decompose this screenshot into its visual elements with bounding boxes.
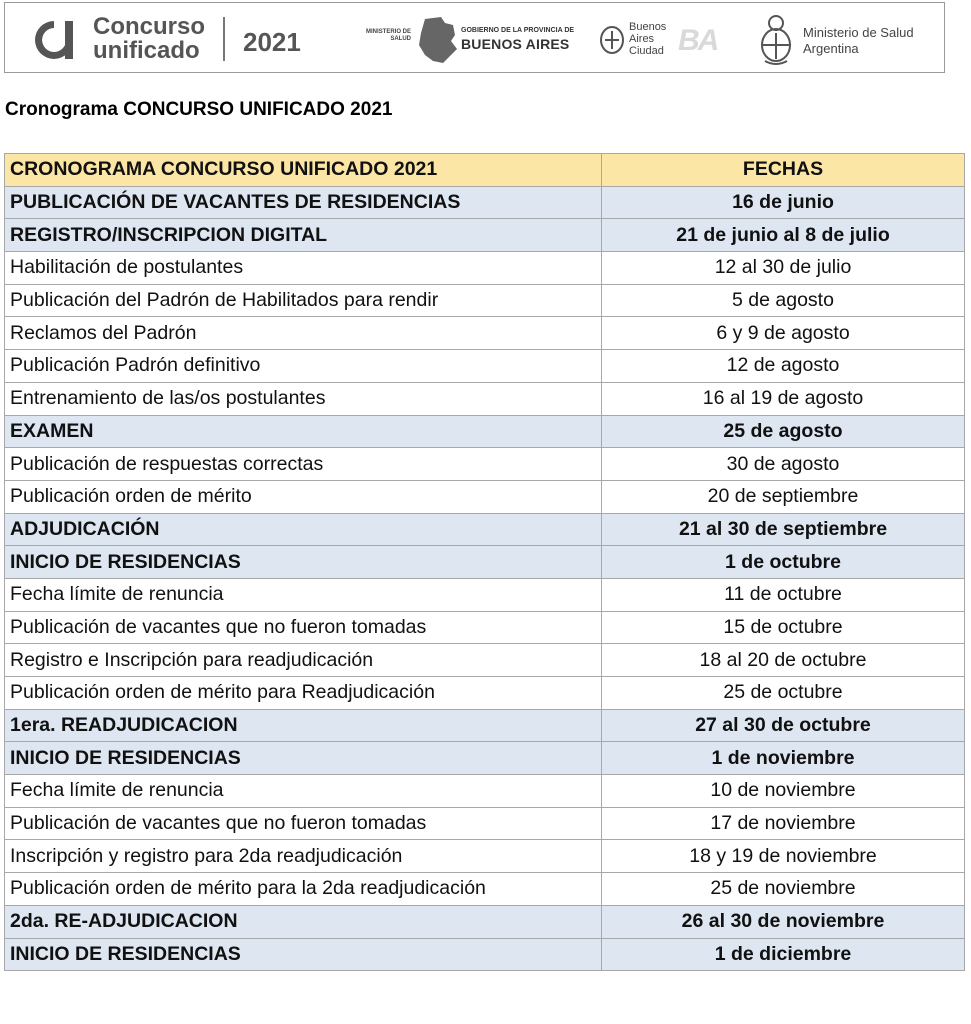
caba-line2: Aires bbox=[629, 33, 655, 45]
table-row bbox=[5, 284, 965, 317]
page-title: Cronograma CONCURSO UNIFICADO 2021 bbox=[5, 99, 393, 120]
date-cell: 21 al 30 de septiembre bbox=[602, 513, 965, 546]
msal-line2: SALUD bbox=[390, 36, 411, 42]
date-cell: 5 de agosto bbox=[602, 284, 965, 317]
activity-cell: Publicación de respuestas correctas bbox=[5, 448, 602, 481]
caba-line1: Buenos bbox=[629, 21, 667, 33]
ministerio-salud-argentina-label bbox=[803, 25, 914, 57]
date-cell: 16 de junio bbox=[602, 186, 965, 219]
activity-cell: INICIO DE RESIDENCIAS bbox=[5, 742, 602, 775]
table-row bbox=[5, 219, 965, 252]
caba-label bbox=[629, 21, 666, 57]
table-row bbox=[5, 611, 965, 644]
header-dates: FECHAS bbox=[602, 154, 965, 187]
date-cell: 18 y 19 de noviembre bbox=[602, 840, 965, 873]
activity-cell: Publicación orden de mérito para Readjudicación bbox=[5, 677, 602, 710]
activity-cell: EXAMEN bbox=[5, 415, 602, 448]
activity-cell: ADJUDICACIÓN bbox=[5, 513, 602, 546]
table-row bbox=[5, 840, 965, 873]
date-cell: 10 de noviembre bbox=[602, 775, 965, 808]
date-cell: 20 de septiembre bbox=[602, 480, 965, 513]
table-row bbox=[5, 513, 965, 546]
brand-year: 2021 bbox=[243, 27, 301, 57]
table-row bbox=[5, 644, 965, 677]
gobierno-pba-label: GOBIERNO DE LA PROVINCIA DE bbox=[461, 27, 575, 34]
buenos-aires-map-icon bbox=[415, 15, 459, 65]
date-cell: 1 de noviembre bbox=[602, 742, 965, 775]
date-cell: 12 de agosto bbox=[602, 350, 965, 383]
brand-divider bbox=[223, 17, 225, 61]
table-row bbox=[5, 252, 965, 285]
date-cell: 18 al 20 de octubre bbox=[602, 644, 965, 677]
table-row bbox=[5, 448, 965, 481]
date-cell: 15 de octubre bbox=[602, 611, 965, 644]
date-cell: 25 de octubre bbox=[602, 677, 965, 710]
date-cell: 16 al 19 de agosto bbox=[602, 382, 965, 415]
activity-cell: PUBLICACIÓN DE VACANTES DE RESIDENCIAS bbox=[5, 186, 602, 219]
table-row bbox=[5, 480, 965, 513]
table-row bbox=[5, 546, 965, 579]
table-row bbox=[5, 186, 965, 219]
table-row bbox=[5, 578, 965, 611]
brand-line2: unificado bbox=[93, 37, 200, 64]
date-cell: 27 al 30 de octubre bbox=[602, 709, 965, 742]
activity-cell: INICIO DE RESIDENCIAS bbox=[5, 546, 602, 579]
table-header-row bbox=[5, 154, 965, 187]
table-row bbox=[5, 938, 965, 971]
activity-cell: Publicación Padrón definitivo bbox=[5, 350, 602, 383]
schedule-body bbox=[5, 186, 965, 971]
caba-shield-icon bbox=[599, 25, 625, 55]
ba-logo: BA bbox=[678, 24, 718, 57]
date-cell: 25 de noviembre bbox=[602, 873, 965, 906]
schedule-table bbox=[4, 153, 965, 971]
table-row bbox=[5, 317, 965, 350]
activity-cell: Habilitación de postulantes bbox=[5, 252, 602, 285]
table-row bbox=[5, 807, 965, 840]
activity-cell: Inscripción y registro para 2da readjudicación bbox=[5, 840, 602, 873]
table-row bbox=[5, 709, 965, 742]
activity-cell: Registro e Inscripción para readjudicación bbox=[5, 644, 602, 677]
date-cell: 1 de diciembre bbox=[602, 938, 965, 971]
table-row bbox=[5, 742, 965, 775]
msa-line1: Ministerio de Salud bbox=[803, 25, 914, 40]
activity-cell: 1era. READJUDICACION bbox=[5, 709, 602, 742]
msa-line2: Argentina bbox=[803, 41, 859, 56]
activity-cell: Publicación orden de mérito bbox=[5, 480, 602, 513]
argentina-coat-of-arms-icon bbox=[757, 13, 795, 67]
activity-cell: Publicación orden de mérito para la 2da readjudicación bbox=[5, 873, 602, 906]
date-cell: 30 de agosto bbox=[602, 448, 965, 481]
table-row bbox=[5, 905, 965, 938]
activity-cell: Fecha límite de renuncia bbox=[5, 578, 602, 611]
activity-cell: INICIO DE RESIDENCIAS bbox=[5, 938, 602, 971]
logo-banner bbox=[4, 2, 945, 73]
concurso-logo-icon bbox=[31, 17, 77, 63]
table-row bbox=[5, 775, 965, 808]
msal-line1: MINISTERIO DE bbox=[365, 29, 411, 35]
activity-cell: Fecha límite de renuncia bbox=[5, 775, 602, 808]
header-activity: CRONOGRAMA CONCURSO UNIFICADO 2021 bbox=[5, 154, 602, 187]
date-cell: 26 al 30 de noviembre bbox=[602, 905, 965, 938]
activity-cell: Entrenamiento de las/os postulantes bbox=[5, 382, 602, 415]
activity-cell: Reclamos del Padrón bbox=[5, 317, 602, 350]
date-cell: 21 de junio al 8 de julio bbox=[602, 219, 965, 252]
table-row bbox=[5, 677, 965, 710]
table-row bbox=[5, 873, 965, 906]
date-cell: 25 de agosto bbox=[602, 415, 965, 448]
date-cell: 6 y 9 de agosto bbox=[602, 317, 965, 350]
date-cell: 12 al 30 de julio bbox=[602, 252, 965, 285]
activity-cell: Publicación de vacantes que no fueron tomadas bbox=[5, 807, 602, 840]
buenos-aires-label: BUENOS AIRES bbox=[461, 36, 570, 52]
date-cell: 17 de noviembre bbox=[602, 807, 965, 840]
activity-cell: Publicación de vacantes que no fueron tomadas bbox=[5, 611, 602, 644]
activity-cell: 2da. RE-ADJUDICACION bbox=[5, 905, 602, 938]
ministerio-salud-pba-label bbox=[361, 29, 411, 43]
activity-cell: Publicación del Padrón de Habilitados para rendir bbox=[5, 284, 602, 317]
date-cell: 1 de octubre bbox=[602, 546, 965, 579]
table-row bbox=[5, 350, 965, 383]
caba-line3: Ciudad bbox=[629, 45, 664, 57]
activity-cell: REGISTRO/INSCRIPCION DIGITAL bbox=[5, 219, 602, 252]
table-row bbox=[5, 415, 965, 448]
date-cell: 11 de octubre bbox=[602, 578, 965, 611]
brand-line1: Concurso bbox=[93, 13, 206, 40]
table-row bbox=[5, 382, 965, 415]
